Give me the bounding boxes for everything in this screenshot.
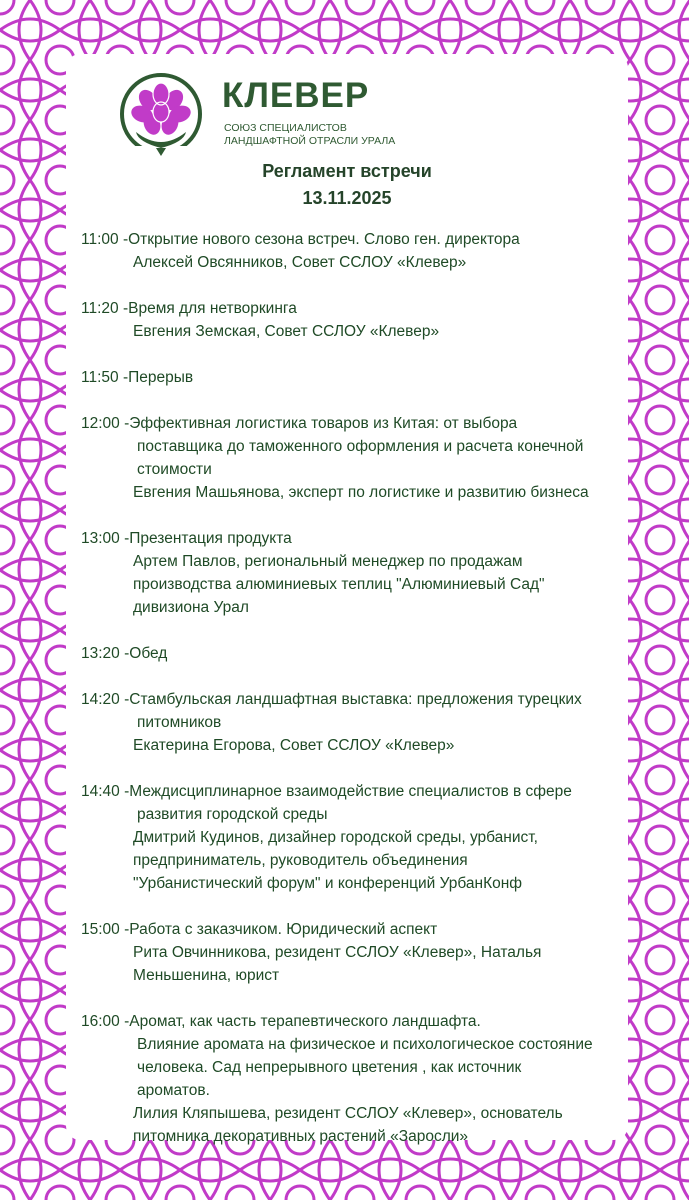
- agenda-topic: Время для нетворкинга: [128, 300, 297, 317]
- agenda-item: [81, 642, 621, 665]
- agenda-topic: Презентация продукта: [129, 530, 292, 547]
- meeting-date: 13.11.2025: [302, 188, 392, 208]
- agenda-time: 11:50 -: [81, 369, 129, 386]
- agenda-topic-line: питомников: [137, 714, 222, 731]
- agenda-speaker: Артем Павлов, региональный менеджер по продажам: [133, 553, 523, 570]
- brand-name: КЛЕВЕР: [222, 76, 370, 115]
- logo: [112, 68, 412, 162]
- agenda-item: [81, 1010, 621, 1148]
- agenda-topic-line: стоимости: [137, 461, 212, 478]
- page-title: Регламент встречи: [262, 161, 432, 181]
- clover-flower-icon: [112, 68, 212, 162]
- agenda-item: [81, 228, 621, 274]
- agenda-item: [81, 780, 621, 895]
- agenda-speaker: Меньшенина, юрист: [133, 967, 280, 984]
- agenda-speaker: Рита Овчинникова, резидент ССЛОУ «Клевер», Наталья: [133, 944, 542, 961]
- agenda-speaker: питомника декоративных растений «Заросли»: [133, 1128, 469, 1145]
- agenda-time: 12:00 -: [81, 415, 130, 432]
- agenda-time: 14:40 -: [81, 783, 130, 800]
- agenda-topic: Обед: [129, 645, 168, 662]
- agenda-time: 13:20 -: [81, 645, 130, 662]
- agenda-speaker: "Урбанистический форум" и конференций УрбанКонф: [133, 875, 523, 892]
- agenda-topic: Перерыв: [128, 369, 194, 386]
- agenda-topic: Работа с заказчиком. Юридический аспект: [129, 921, 438, 938]
- agenda-time: 11:20 -: [81, 300, 129, 317]
- agenda-time: 14:20 -: [81, 691, 130, 708]
- agenda-topic: Стамбульская ландшафтная выставка: предложения турецких: [129, 691, 582, 708]
- agenda-topic: Аромат, как часть терапевтического ландшафта.: [129, 1013, 481, 1030]
- agenda-topic: Междисциплинарное взаимодействие специалистов в сфере: [129, 783, 572, 800]
- agenda-topic-line: Влияние аромата на физическое и психологическое состояние: [137, 1036, 593, 1053]
- agenda-item: [81, 412, 621, 504]
- agenda-item: [81, 297, 621, 343]
- agenda-time: 16:00 -: [81, 1013, 130, 1030]
- agenda-item: [81, 366, 621, 389]
- agenda-speaker: предприниматель, руководитель объединения: [133, 852, 468, 869]
- agenda-item: [81, 688, 621, 757]
- agenda-speaker: производства алюминиевых теплиц "Алюминиевый Сад": [133, 576, 545, 593]
- agenda-speaker: Екатерина Егорова, Совет ССЛОУ «Клевер»: [133, 737, 455, 754]
- agenda-item: [81, 527, 621, 619]
- brand-tagline: СОЮЗ СПЕЦИАЛИСТОВ ЛАНДШАФТНОЙ ОТРАСЛИ УРАЛА: [224, 122, 396, 147]
- agenda-topic: Открытие нового сезона встреч. Слово ген. директора: [128, 231, 520, 248]
- agenda-speaker: Дмитрий Кудинов, дизайнер городской среды, урбанист,: [133, 829, 538, 846]
- agenda-topic-line: развития городской среды: [137, 806, 328, 823]
- agenda-speaker: Евгения Машьянова, эксперт по логистике и развитию бизнеса: [133, 484, 589, 501]
- agenda-topic-line: человека. Сад непрерывного цветения , как источник: [137, 1059, 522, 1076]
- agenda-speaker: Лилия Кляпышева, резидент ССЛОУ «Клевер», основатель: [133, 1105, 563, 1122]
- agenda-topic-line: поставщика до таможенного оформления и расчета конечной: [137, 438, 584, 455]
- agenda-time: 11:00 -: [81, 231, 129, 248]
- agenda-speaker: Алексей Овсянников, Совет ССЛОУ «Клевер»: [133, 254, 467, 271]
- agenda-time: 15:00 -: [81, 921, 130, 938]
- agenda-item: [81, 918, 621, 987]
- agenda-speaker: дивизиона Урал: [133, 599, 249, 616]
- agenda-topic-line: ароматов.: [137, 1082, 210, 1099]
- agenda-topic: Эффективная логистика товаров из Китая: от выбора: [129, 415, 518, 432]
- agenda-speaker: Евгения Земская, Совет ССЛОУ «Клевер»: [133, 323, 440, 340]
- agenda-time: 13:00 -: [81, 530, 130, 547]
- agenda-list: [81, 228, 621, 1171]
